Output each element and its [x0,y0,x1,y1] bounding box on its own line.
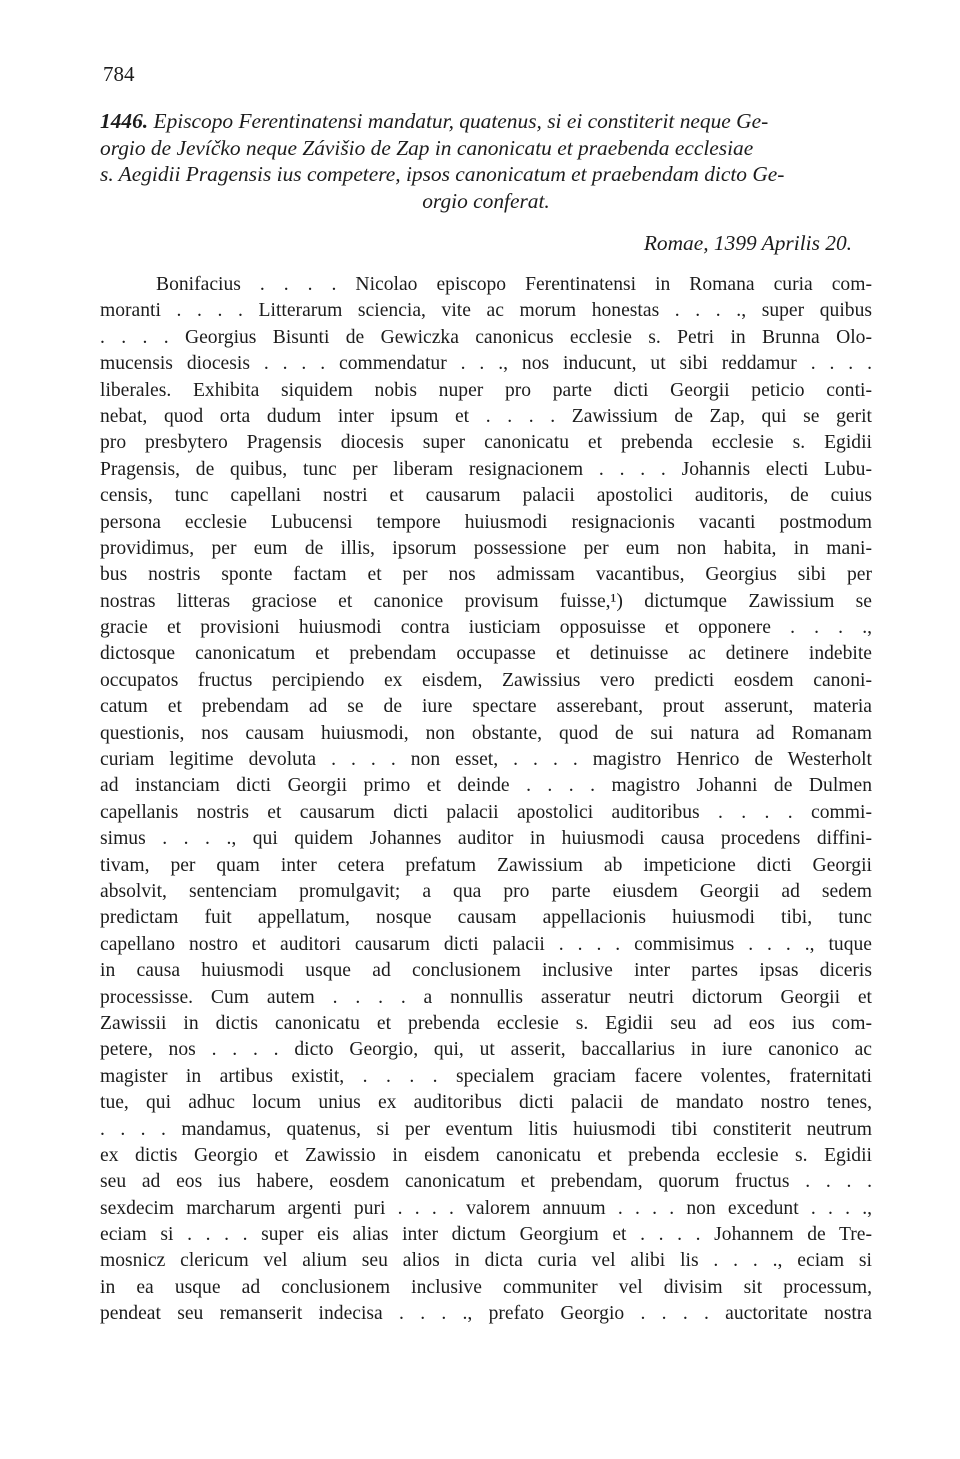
body-line: questionis, nos causam huiusmodi, non obstante, quod de sui natura ad Romanam [100,722,872,744]
document-heading [100,108,872,214]
body-line: curiam legitime devoluta . . . . non esset, . . . . magistro Henrico de Westerholt [100,749,872,771]
heading-line: s. Aegidii Pragensis ius competere, ipsos canonicatum et praebendam dicto Ge- [100,162,785,186]
body-line: liberales. Exhibita siquidem nobis nuper pro parte dicti Georgii peticio conti- [100,379,872,401]
body-line: tivam, per quam inter cetera prefatum Zawissium ab impeticione dicti Georgii [100,854,872,876]
body-line: nebat, quod orta dudum inter ipsum et . . . . Zawissium de Zap, qui se gerit [100,405,872,427]
body-line: . . . . mandamus, quatenus, si per eventum litis huiusmodi tibi constiterit neutrum [100,1118,872,1140]
body-line: in ea usque ad conclusionem inclusive communiter vel divisim sit processum, [100,1276,872,1298]
body-line: dictosque canonicatum et prebendam occupasse et detinuisse ac detinere indebite [100,643,872,665]
heading-line: orgio de Jevíčko neque Závišio de Zap in canonicatu et praebenda ecclesiae [100,135,754,160]
body-line: bus nostris sponte factam et per nos admissam vacantibus, Georgius sibi per [100,564,872,586]
body-line: gracie et provisioni huiusmodi contra iusticiam opposuisse et opponere . . . ., [100,617,872,639]
body-line: predictam fuit appellatum, nosque causam appellacionis huiusmodi tibi, tunc [100,907,872,929]
body-line: ex dictis Georgio et Zawissio in eisdem canonicatu et prebenda ecclesie s. Egidii [100,1144,872,1166]
body-line: seu ad eos ius habere, eosdem canonicatum et prebendam, quorum fructus . . . . [100,1171,872,1193]
body-line: . . . . Georgius Bisunti de Gewiczka canonicus ecclesie s. Petri in Brunna Olo- [100,326,872,348]
body-line: nostras litteras graciose et canonice provisum fuisse,¹) dictumque Zawissium se [100,590,872,612]
body-line: capellano nostro et auditori causarum dicti palacii . . . . commisimus . . . ., tuque [100,933,872,955]
document-number: 1446. [100,109,149,133]
body-line: in causa huiusmodi usque ad conclusionem inclusive inter partes ipsas diceris [100,960,872,982]
body-line: tue, qui adhuc locum unius ex auditoribus dicti palacii de mandato nostro tenes, [100,1092,872,1114]
body-line: absolvit, sentenciam promulgavit; a qua pro parte eiusdem Georgii ad sedem [100,880,872,902]
body-line: Bonifacius . . . . Nicolao episcopo Ferentinatensi in Romana curia com- [156,274,872,295]
body-line: persona ecclesie Lubucensi tempore huiusmodi resignacionis vacanti postmodum [100,511,872,533]
body-line: processisse. Cum autem . . . . a nonnullis asseratur neutri dictorum Georgii et [100,986,872,1008]
body-line: petere, nos . . . . dicto Georgio, qui, ut asserit, baccallarius in iure canonico ac [100,1039,872,1061]
body-line: pendeat seu remanserit indecisa . . . ., prefato Georgio . . . . auctoritate nostra [100,1303,872,1325]
heading-line: orgio conferat. [422,188,550,213]
body-line: ad instanciam dicti Georgii primo et deinde . . . . magistro Johanni de Dulmen [100,775,872,797]
document-body [100,272,872,1328]
body-line: pro presbytero Pragensis diocesis super canonicatu et prebenda ecclesie s. Egidii [100,432,872,454]
body-line: occupatos fructus percipiendo ex eisdem, Zawissius vero predicti eosdem canoni- [100,669,872,691]
body-line: simus . . . ., qui quidem Johannes auditor in huiusmodi causa procedens diffini- [100,828,872,850]
body-line: capellanis nostris et causarum dicti palacii apostolici auditoribus . . . . commi- [100,801,872,823]
body-line: mucensis diocesis . . . . commendatur . . ., nos inducunt, ut sibi reddamur . . . . [100,353,872,375]
body-line: providimus, per eum de illis, ipsorum possessione per eum non habita, in mani- [100,537,872,559]
body-line: mosnicz clericum vel alium seu alios in dicta curia vel alibi lis . . . ., eciam si [100,1250,872,1272]
body-line: censis, tunc capellani nostri et causarum palacii apostolici auditoris, de cuius [100,485,872,507]
body-line: magister in artibus existit, . . . . specialem graciam facere volentes, fraternitati [100,1065,872,1087]
page-number: 784 [103,62,135,86]
dateline: Romae, 1399 Aprilis 20. [643,231,852,255]
heading-line: Episcopo Ferentinatensi mandatur, quatenus, si ei constiterit neque Ge- [153,109,769,133]
body-line: sexdecim marcharum argenti puri . . . . valorem annuum . . . . non excedunt . . . ., [100,1197,872,1219]
body-line: catum et prebendam ad se de iure spectare asserebant, prout asserunt, materia [100,696,872,718]
body-line: eciam si . . . . super eis alias inter dictum Georgium et . . . . Johannem de Tre- [100,1224,872,1246]
body-line: moranti . . . . Litterarum sciencia, vite ac morum honestas . . . ., super quibus [100,300,872,322]
body-line: Pragensis, de quibus, tunc per liberam resignacionem . . . . Johannis electi Lubu- [100,458,872,480]
body-line: Zawissii in dictis canonicatu et prebenda ecclesie s. Egidii seu ad eos ius com- [100,1012,872,1034]
